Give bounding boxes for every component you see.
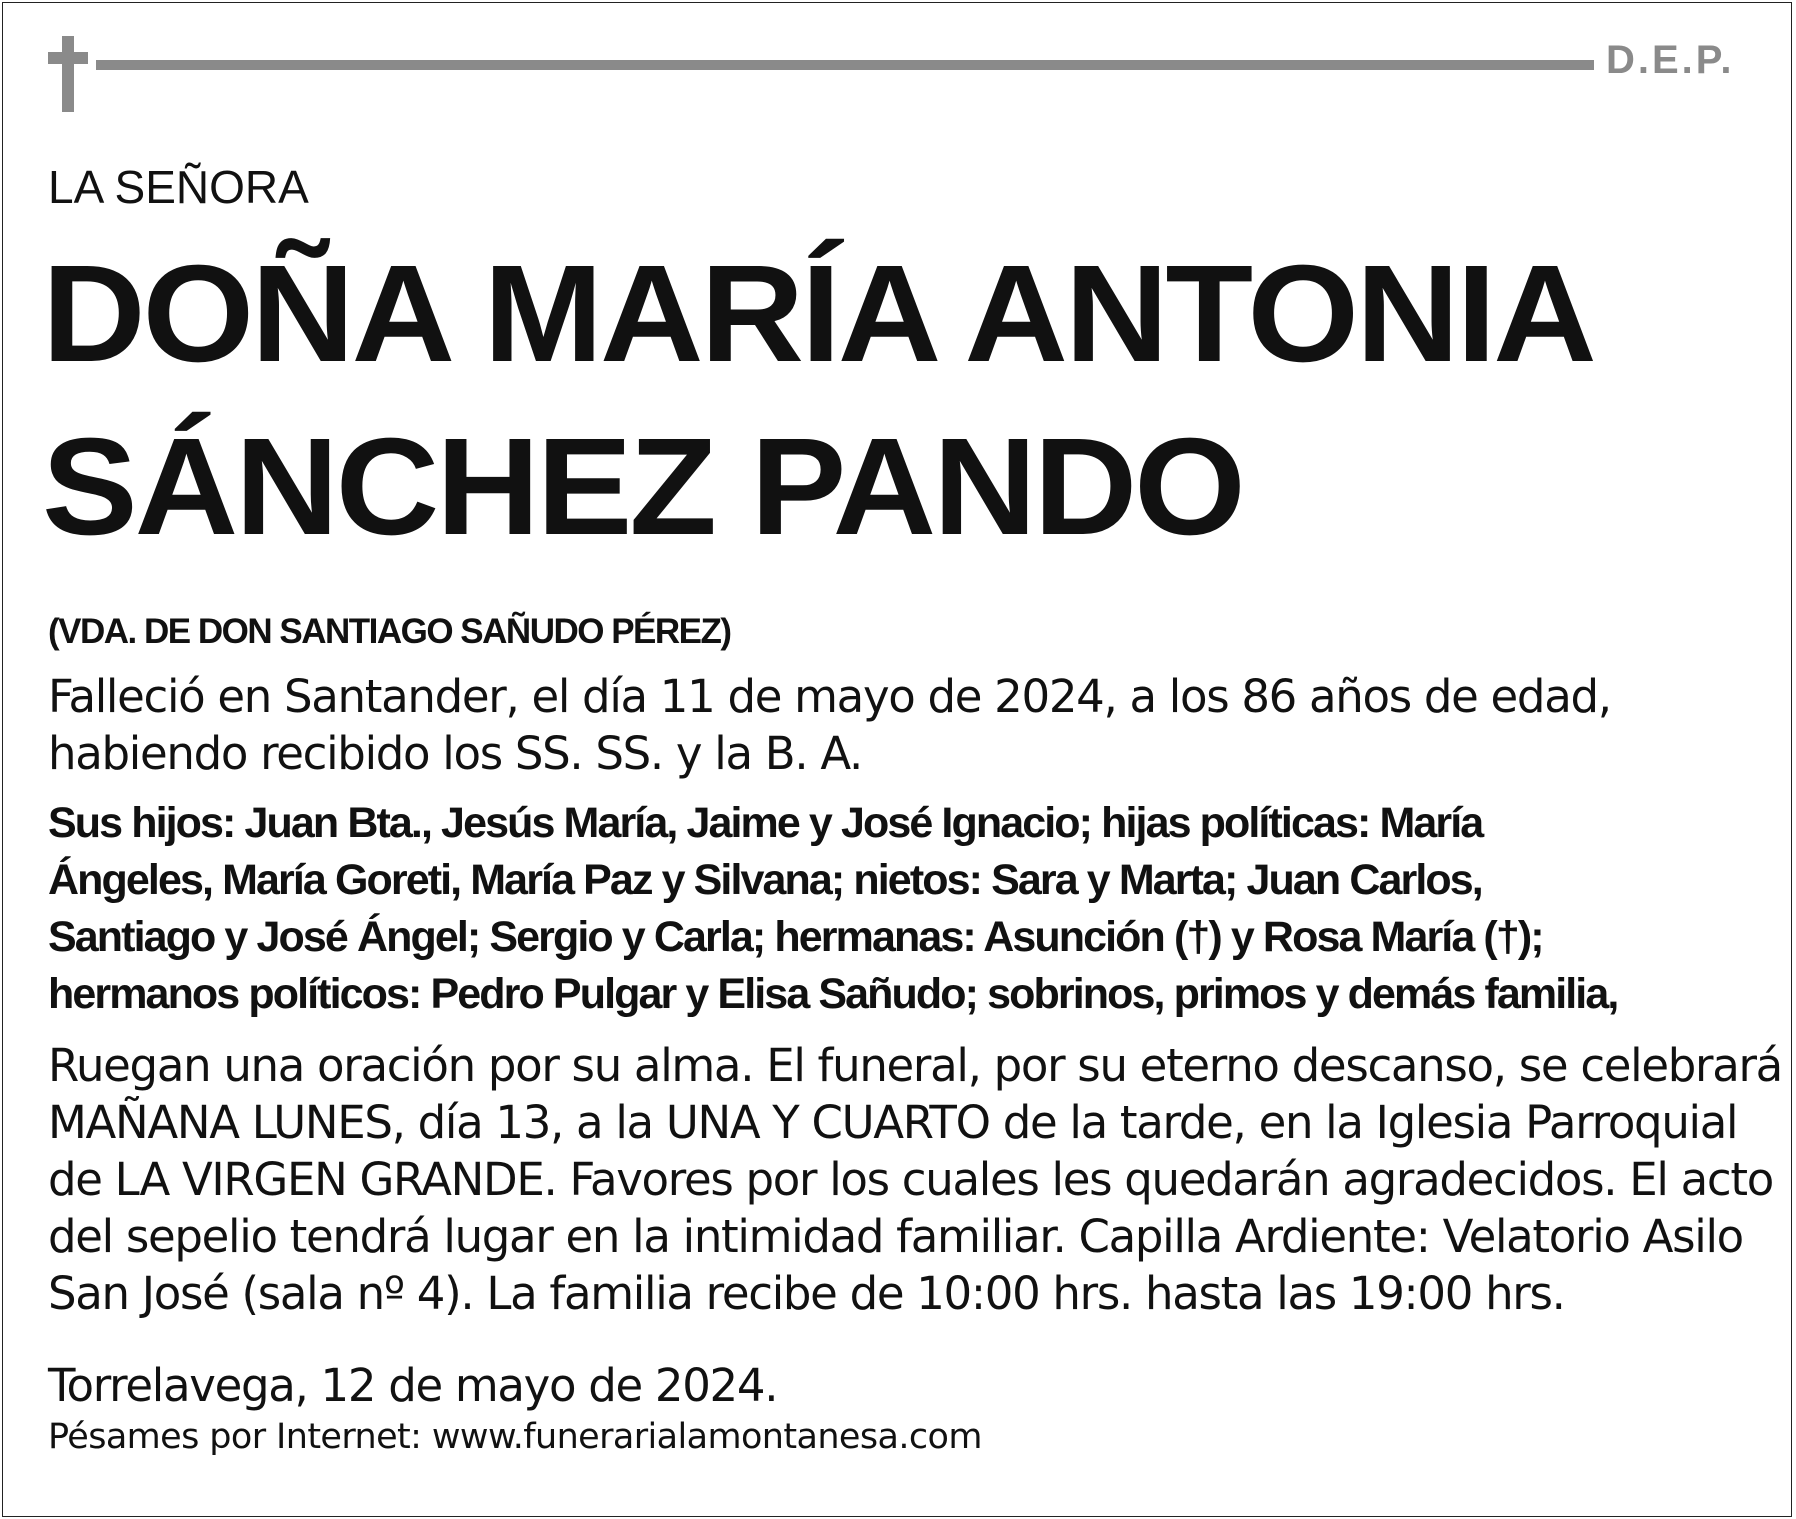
text-line: del sepelio tendrá lugar en la intimidad familiar. Capilla Ardiente: Velatorio Asilo <box>48 1210 1743 1263</box>
text-line: Falleció en Santander, el día 11 de mayo de 2024, a los 86 años de edad, <box>48 670 1611 723</box>
condolences-line: Pésames por Internet: www.funerarialamontanesa.com <box>48 1417 982 1457</box>
death-paragraph <box>48 668 1748 782</box>
text-line: Sus hijos: Juan Bta., Jesús María, Jaime y José Ignacio; hijas políticas: María <box>48 799 1483 847</box>
text-line: MAÑANA LUNES, día 13, a la UNA Y CUARTO de la tarde, en la Iglesia Parroquial <box>48 1096 1738 1149</box>
funeral-paragraph <box>48 1037 1782 1322</box>
text-line: Santiago y José Ángel; Sergio y Carla; hermanas: Asunción (†) y Rosa María (†); <box>48 913 1543 961</box>
intro-text: LA SEÑORA <box>48 161 309 213</box>
text-line: habiendo recibido los SS. SS. y la B. A. <box>48 727 863 780</box>
deceased-name-line-1: DOÑA MARÍA ANTONIA <box>42 237 1594 391</box>
place-date: Torrelavega, 12 de mayo de 2024. <box>48 1359 778 1412</box>
deceased-name-line-2: SÁNCHEZ PANDO <box>42 410 1243 564</box>
cross-icon <box>48 36 88 112</box>
text-line: San José (sala nº 4). La familia recibe de 10:00 hrs. hasta las 19:00 hrs. <box>48 1267 1565 1320</box>
header-rule <box>96 60 1594 70</box>
dep-label: D.E.P. <box>1606 38 1735 82</box>
text-line: Ángeles, María Goreti, María Paz y Silvana; nietos: Sara y Marta; Juan Carlos, <box>48 856 1482 904</box>
text-line: Ruegan una oración por su alma. El funeral, por su eterno descanso, se celebrará <box>48 1039 1782 1092</box>
family-paragraph <box>48 795 1768 1023</box>
text-line: de LA VIRGEN GRANDE. Favores por los cuales les quedarán agradecidos. El acto <box>48 1153 1773 1206</box>
text-line: hermanos políticos: Pedro Pulgar y Elisa Sañudo; sobrinos, primos y demás familia, <box>48 970 1618 1018</box>
widow-note: (VDA. DE DON SANTIAGO SAÑUDO PÉREZ) <box>48 612 731 651</box>
